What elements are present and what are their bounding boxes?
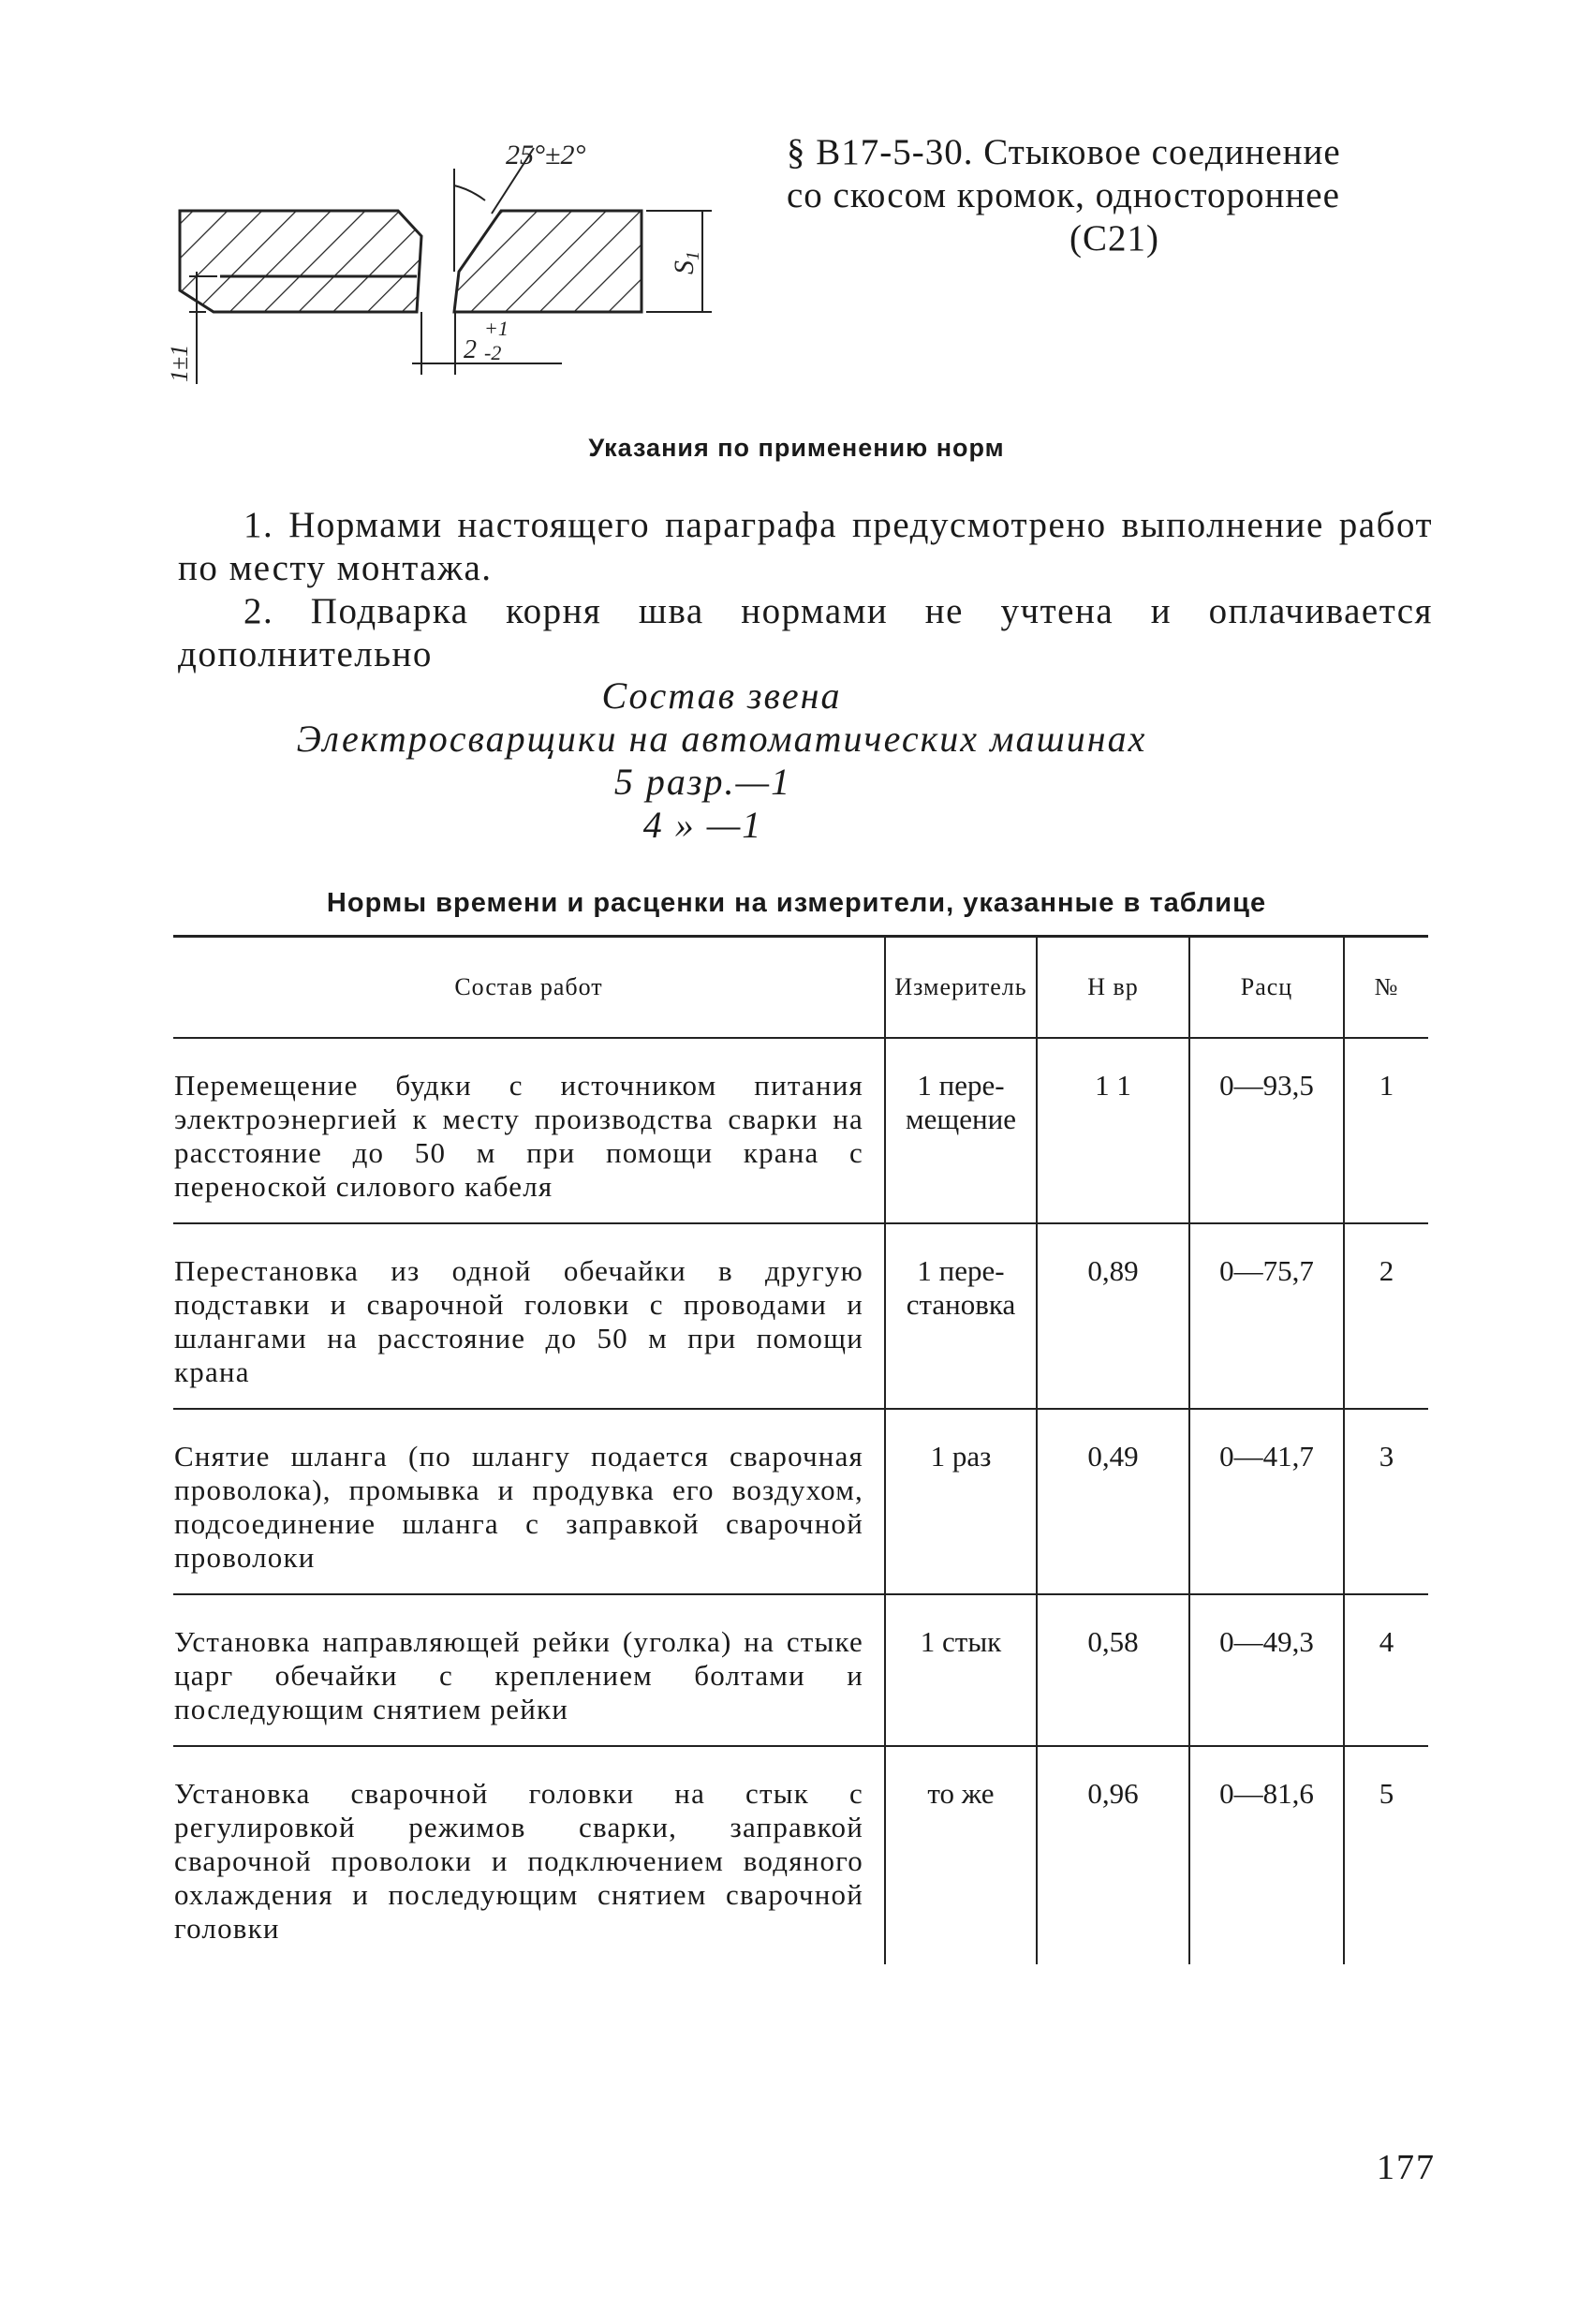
cell-norm: 0,96 (1037, 1746, 1189, 1964)
cell-number: 1 (1344, 1038, 1428, 1223)
page-number: 177 (1377, 2148, 1436, 2187)
left-plate-shape (180, 211, 421, 312)
cell-norm: 0,49 (1037, 1409, 1189, 1594)
table-header-row (173, 937, 1428, 1039)
cell-work: Снятие шланга (по шлангу подается сварочная проволока), промывка и продувка его воздухом, подсоединение шланга с заправкой сварочной проволоки (173, 1409, 885, 1594)
cell-norm: 0,89 (1037, 1223, 1189, 1409)
thickness-label: $S_1$ (669, 251, 703, 274)
cell-number: 4 (1344, 1594, 1428, 1746)
cell-rate: 0—93,5 (1189, 1038, 1344, 1223)
cell-unit: 1 раз (885, 1409, 1037, 1594)
crew-workers: Электросварщики на автоматических машинах (296, 718, 1147, 760)
cell-number: 5 (1344, 1746, 1428, 1964)
cell-norm: 0,58 (1037, 1594, 1189, 1746)
table-row (173, 1038, 1428, 1223)
weld-joint-drawing (166, 131, 730, 393)
table-row (173, 1746, 1428, 1964)
cell-norm: 1 1 (1037, 1038, 1189, 1223)
cell-work: Перемещение будки с источником питания электроэнергией к месту производства сварки на расстояние до 50 м при помощи крана с переноской силового кабеля (173, 1038, 885, 1223)
cell-number: 3 (1344, 1409, 1428, 1594)
table-row (173, 1594, 1428, 1746)
cell-rate: 0—49,3 (1189, 1594, 1344, 1746)
paragraph-title (787, 131, 1442, 260)
angle-dimension-label: 25°±2° (506, 140, 586, 170)
cell-work: Перестановка из одной обечайки в другую подставки и сварочной головки с проводами и шлангами на расстояние до 50 м при помощи крана (173, 1223, 885, 1409)
column-header-work: Состав работ (173, 937, 885, 1039)
crew-grade-5: 5 разр.—1 (613, 761, 792, 803)
cell-unit: 1 перестановка (885, 1223, 1037, 1409)
guidance-heading: Указания по применению норм (588, 434, 1005, 462)
column-header-rate: Расц (1189, 937, 1344, 1039)
root-face-label: 1±1 (166, 344, 193, 382)
norms-table (173, 935, 1428, 1964)
cell-work: Установка направляющей рейки (уголка) на стыке царг обечайки с креплением болтами и последующим снятием рейки (173, 1594, 885, 1746)
paragraph-title-line2: со скосом кромок, одностороннее (787, 175, 1340, 215)
cell-rate: 0—81,6 (1189, 1746, 1344, 1964)
column-header-norm: Н вр (1037, 937, 1189, 1039)
paragraph-title-line1: § В17-5-30. Стыковое соединение (787, 132, 1341, 172)
crew-title: Состав звена (601, 674, 842, 717)
crew-grade-4: 4 » —1 (642, 804, 763, 846)
table-row (173, 1409, 1428, 1594)
guidance-note-2: 2. Подварка корня шва нормами не учтена и оплачивается дополнительно (178, 591, 1433, 674)
gap-dimension-label: 2 (464, 335, 477, 364)
paragraph-title-line3: (С21) (1069, 218, 1159, 259)
cell-unit: то же (885, 1746, 1037, 1964)
cell-work: Установка сварочной головки на стык с регулировкой режимов сварки, заправкой сварочной проволоки и подключением водяного охлаждения и последующим снятием сварочной головки (174, 1777, 863, 1945)
cell-number: 2 (1344, 1223, 1428, 1409)
table-caption: Нормы времени и расценки на измерители, указанные в таблице (326, 888, 1267, 918)
cell-rate: 0—75,7 (1189, 1223, 1344, 1409)
right-plate-shape (454, 211, 642, 312)
gap-lower-tolerance: -2 (484, 341, 502, 364)
gap-upper-tolerance: +1 (484, 317, 509, 340)
cell-rate: 0—41,7 (1189, 1409, 1344, 1594)
table-row (173, 1223, 1428, 1409)
cell-unit: 1 стык (885, 1594, 1037, 1746)
guidance-note-1: 1. Нормами настоящего параграфа предусмотрено выполнение работ по месту монтажа. (178, 505, 1433, 588)
cell-unit: 1 перемещение (885, 1038, 1037, 1223)
column-header-number: № (1344, 937, 1428, 1039)
column-header-unit: Измеритель (885, 937, 1037, 1039)
